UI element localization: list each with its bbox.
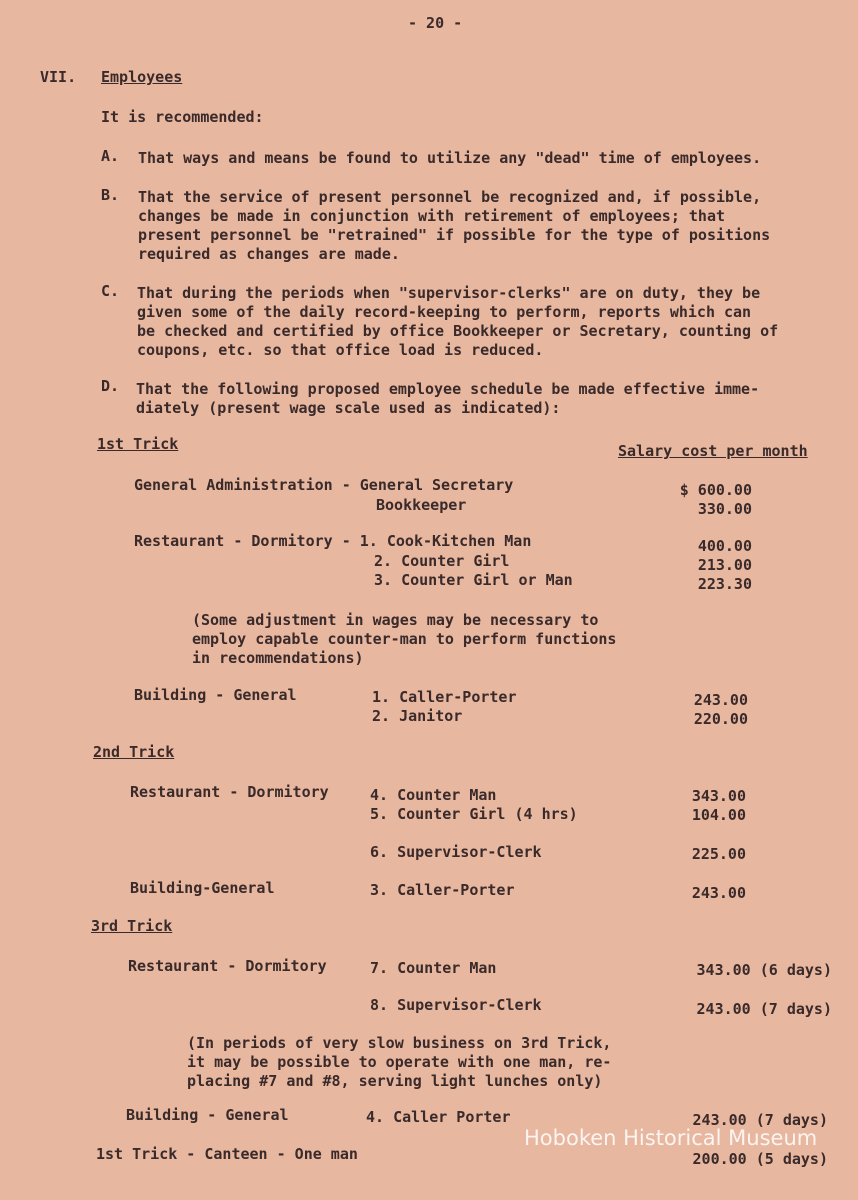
item-2-salary: 213.00 (697, 556, 752, 574)
caller-porter-3-salary: 243.00 (691, 884, 746, 902)
rec-c-line-3: be checked and certified by office Bookkeeper or Secretary, counting of (137, 322, 779, 340)
rec-d-line-1: That the following proposed employee schedule be made effective imme- (136, 380, 760, 398)
first-building-label: Building - General (134, 686, 297, 704)
caller-porter-4-salary: 243.00 (7 days) (692, 1111, 828, 1129)
item-6-label: 6. Supervisor-Clerk (370, 843, 542, 861)
bookkeeper-salary: 330.00 (697, 500, 752, 518)
first-trick-title: 1st Trick (97, 435, 179, 453)
item-5-label: 5. Counter Girl (4 hrs) (370, 805, 578, 823)
third-note-line-2: it may be possible to operate with one man, re- (187, 1053, 612, 1071)
item-4-salary: 343.00 (691, 787, 746, 805)
caller-porter-1-label: 1. Caller-Porter (372, 688, 517, 706)
bookkeeper-label: Bookkeeper (376, 496, 467, 514)
section-numeral: VII. (40, 68, 77, 86)
rec-b-line-2: changes be made in conjunction with retirement of employees; that (138, 207, 725, 225)
second-building-label: Building-General (130, 879, 275, 897)
caller-porter-1-salary: 243.00 (693, 691, 748, 709)
page-number: - 20 - (408, 14, 463, 32)
rec-c-line-1: That during the periods when "supervisor-clerks" are on duty, they be (137, 284, 761, 302)
gen-admin-label: General Administration - General Secretary (134, 476, 514, 494)
canteen-label: 1st Trick - Canteen - One man (96, 1145, 358, 1163)
item-4-label: 4. Counter Man (370, 786, 497, 804)
third-building-label: Building - General (126, 1106, 289, 1124)
rec-b-line-3: present personnel be "retrained" if possible for the type of positions (138, 226, 771, 244)
caller-porter-4-label: 4. Caller Porter (366, 1108, 511, 1126)
item-6-salary: 225.00 (691, 845, 746, 863)
rec-c-line-2: given some of the daily record-keeping to perform, reports which can (137, 303, 752, 321)
third-rest-dorm-label: Restaurant - Dormitory (128, 957, 327, 975)
rec-c-line-4: coupons, etc. so that office load is reduced. (137, 341, 544, 359)
first-note-line-2: employ capable counter-man to perform functions (192, 630, 617, 648)
first-rest-dorm-label: Restaurant - Dormitory - 1. Cook-Kitchen Man (134, 532, 532, 550)
cook-salary: 400.00 (697, 537, 752, 555)
gen-admin-salary: $ 600.00 (679, 481, 752, 499)
item-5-salary: 104.00 (691, 806, 746, 824)
salary-header: Salary cost per month (618, 442, 808, 460)
section-title: Employees (101, 68, 183, 86)
rec-a-letter: A. (101, 147, 120, 165)
intro-text: It is recommended: (101, 108, 264, 126)
third-note-line-1: (In periods of very slow business on 3rd Trick, (187, 1034, 612, 1052)
item-3-label: 3. Counter Girl or Man (374, 571, 573, 589)
janitor-salary: 220.00 (693, 710, 748, 728)
rec-b-line-1: That the service of present personnel be recognized and, if possible, (138, 188, 762, 206)
item-8-salary: 243.00 (7 days) (696, 1000, 832, 1018)
item-2-label: 2. Counter Girl (374, 552, 510, 570)
item-7-label: 7. Counter Man (370, 959, 497, 977)
first-note-line-3: in recommendations) (192, 649, 364, 667)
third-trick-title: 3rd Trick (91, 917, 173, 935)
third-note-line-3: placing #7 and #8, serving light lunches only) (187, 1072, 603, 1090)
canteen-salary: 200.00 (5 days) (692, 1150, 828, 1168)
second-rest-dorm-label: Restaurant - Dormitory (130, 783, 329, 801)
item-8-label: 8. Supervisor-Clerk (370, 996, 542, 1014)
item-3-salary: 223.30 (697, 575, 752, 593)
rec-b-line-4: required as changes are made. (138, 245, 400, 263)
caller-porter-3-label: 3. Caller-Porter (370, 881, 515, 899)
rec-d-line-2: diately (present wage scale used as indicated): (136, 399, 561, 417)
rec-d-letter: D. (101, 377, 120, 395)
rec-b-letter: B. (101, 186, 120, 204)
rec-a-line-1: That ways and means be found to utilize any "dead" time of employees. (138, 149, 762, 167)
second-trick-title: 2nd Trick (93, 743, 175, 761)
museum-watermark: Hoboken Historical Museum (524, 1126, 818, 1150)
rec-c-letter: C. (101, 282, 120, 300)
janitor-label: 2. Janitor (372, 707, 463, 725)
item-7-salary: 343.00 (6 days) (696, 961, 832, 979)
first-note-line-1: (Some adjustment in wages may be necessary to (192, 611, 599, 629)
